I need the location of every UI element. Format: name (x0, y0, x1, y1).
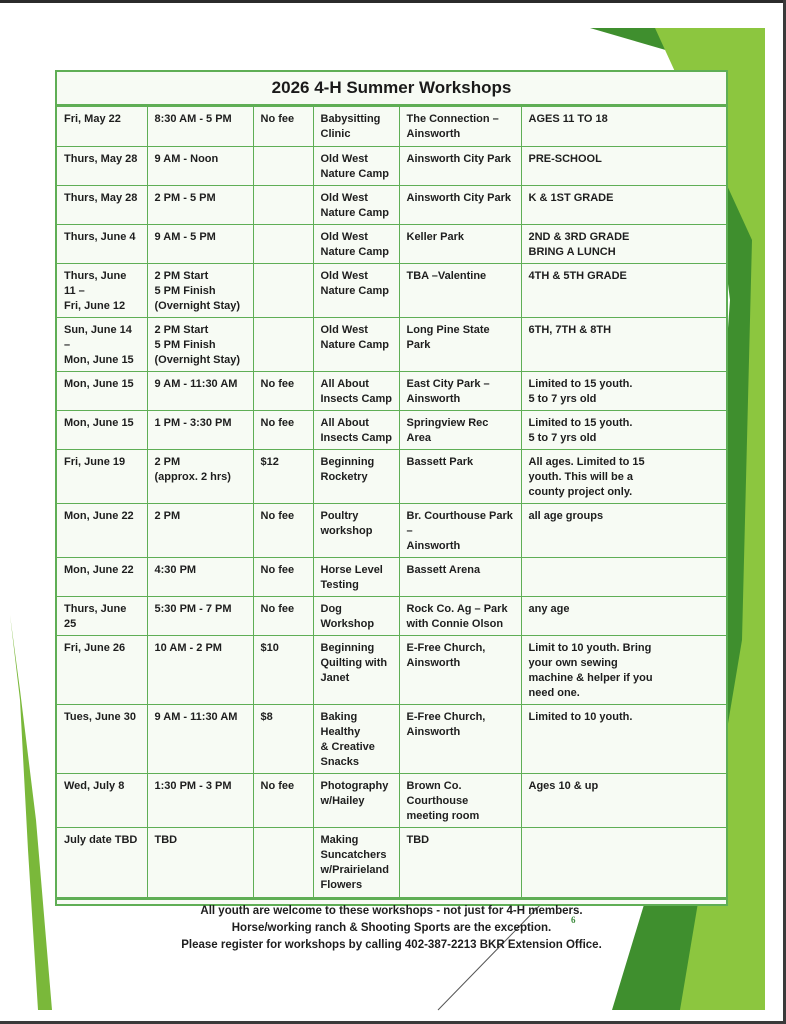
cell-workshop: Making Suncatchers w/Prairieland Flowers (313, 828, 399, 898)
cell-workshop: Baking Healthy & Creative Snacks (313, 705, 399, 774)
cell-fee (253, 828, 313, 898)
cell-fee: No fee (253, 504, 313, 558)
cell-date: Fri, May 22 (57, 107, 147, 147)
cell-location: E-Free Church, Ainsworth (399, 636, 521, 705)
cell-time: 1 PM - 3:30 PM (147, 411, 253, 450)
cell-workshop: Old West Nature Camp (313, 186, 399, 225)
cell-fee: No fee (253, 558, 313, 597)
cell-time: 9 AM - 11:30 AM (147, 372, 253, 411)
cell-notes: Limited to 15 youth. 5 to 7 yrs old (521, 411, 726, 450)
cell-notes: any age (521, 597, 726, 636)
cell-workshop: Poultry workshop (313, 504, 399, 558)
footer-line-3: Please register for workshops by calling 402-387-2213 BKR Extension Office. (181, 939, 602, 951)
cell-location: Bassett Arena (399, 558, 521, 597)
cell-location: The Connection – Ainsworth (399, 107, 521, 147)
table-row (57, 318, 726, 372)
cell-time: 2 PM (approx. 2 hrs) (147, 450, 253, 504)
cell-location: Bassett Park (399, 450, 521, 504)
cell-time: 2 PM (147, 504, 253, 558)
table-row (57, 558, 726, 597)
cell-workshop: Babysitting Clinic (313, 107, 399, 147)
table-row (57, 828, 726, 898)
cell-location: Ainsworth City Park (399, 186, 521, 225)
cell-notes: All ages. Limited to 15 youth. This will be a county project only. (521, 450, 726, 504)
footer-line-1: All youth are welcome to these workshops - not just for 4-H members. (200, 905, 583, 917)
cell-workshop: Beginning Quilting with Janet (313, 636, 399, 705)
cell-fee: No fee (253, 597, 313, 636)
footer-note (57, 898, 726, 954)
cell-notes: Ages 10 & up (521, 774, 726, 828)
cell-date: Fri, June 26 (57, 636, 147, 705)
cell-date: Thurs, May 28 (57, 147, 147, 186)
cell-date: Mon, June 22 (57, 504, 147, 558)
cell-workshop: Old West Nature Camp (313, 225, 399, 264)
cell-notes: Limit to 10 youth. Bring your own sewing machine & helper if you need one. (521, 636, 726, 705)
cell-notes: 2ND & 3RD GRADE BRING A LUNCH (521, 225, 726, 264)
cell-fee (253, 318, 313, 372)
table-row (57, 705, 726, 774)
cell-date: Thurs, June 25 (57, 597, 147, 636)
cell-workshop: All About Insects Camp (313, 411, 399, 450)
cell-notes: Limited to 15 youth. 5 to 7 yrs old (521, 372, 726, 411)
cell-location: Rock Co. Ag – Park with Connie Olson (399, 597, 521, 636)
cell-location: Br. Courthouse Park – Ainsworth (399, 504, 521, 558)
table-row (57, 636, 726, 705)
cell-fee (253, 225, 313, 264)
table-row (57, 225, 726, 264)
cell-location: East City Park – Ainsworth (399, 372, 521, 411)
cell-workshop: Photography w/Hailey (313, 774, 399, 828)
table-row (57, 411, 726, 450)
page-title: 2026 4-H Summer Workshops (57, 72, 726, 106)
cell-time: 2 PM - 5 PM (147, 186, 253, 225)
cell-date: Mon, June 15 (57, 411, 147, 450)
table-row (57, 186, 726, 225)
cell-notes: Limited to 10 youth. (521, 705, 726, 774)
cell-workshop: Old West Nature Camp (313, 318, 399, 372)
cell-fee: $8 (253, 705, 313, 774)
cell-notes: all age groups (521, 504, 726, 558)
cell-workshop: All About Insects Camp (313, 372, 399, 411)
table-row (57, 264, 726, 318)
cell-time: 9 AM - 5 PM (147, 225, 253, 264)
cell-notes: 6TH, 7TH & 8TH (521, 318, 726, 372)
cell-date: Thurs, June 11 – Fri, June 12 (57, 264, 147, 318)
cell-fee: $12 (253, 450, 313, 504)
cell-date: Mon, June 15 (57, 372, 147, 411)
table-row (57, 450, 726, 504)
cell-location: TBA –Valentine (399, 264, 521, 318)
cell-location: Long Pine State Park (399, 318, 521, 372)
workshop-rows (57, 107, 726, 898)
cell-date: Thurs, May 28 (57, 186, 147, 225)
cell-time: TBD (147, 828, 253, 898)
cell-location: Ainsworth City Park (399, 147, 521, 186)
cell-workshop: Dog Workshop (313, 597, 399, 636)
cell-date: July date TBD (57, 828, 147, 898)
cell-fee: No fee (253, 372, 313, 411)
cell-fee: No fee (253, 774, 313, 828)
cell-date: Thurs, June 4 (57, 225, 147, 264)
cell-time: 2 PM Start 5 PM Finish (Overnight Stay) (147, 318, 253, 372)
cell-fee: $10 (253, 636, 313, 705)
cell-date: Wed, July 8 (57, 774, 147, 828)
cell-location: Keller Park (399, 225, 521, 264)
table-row (57, 147, 726, 186)
cell-time: 4:30 PM (147, 558, 253, 597)
cell-notes: 4TH & 5TH GRADE (521, 264, 726, 318)
table-row (57, 107, 726, 147)
cell-fee (253, 186, 313, 225)
cell-time: 1:30 PM - 3 PM (147, 774, 253, 828)
cell-time: 9 AM - Noon (147, 147, 253, 186)
cell-time: 2 PM Start 5 PM Finish (Overnight Stay) (147, 264, 253, 318)
cell-workshop: Old West Nature Camp (313, 264, 399, 318)
cell-notes (521, 828, 726, 898)
footer-line-2: Horse/working ranch & Shooting Sports are the exception. (231, 922, 552, 934)
cell-date: Sun, June 14 – Mon, June 15 (57, 318, 147, 372)
table-row (57, 774, 726, 828)
cell-fee (253, 147, 313, 186)
cell-location: Springview Rec Area (399, 411, 521, 450)
cell-notes: K & 1ST GRADE (521, 186, 726, 225)
cell-workshop: Beginning Rocketry (313, 450, 399, 504)
table-row (57, 597, 726, 636)
green-band-left (10, 615, 52, 1010)
cell-date: Tues, June 30 (57, 705, 147, 774)
cell-notes (521, 558, 726, 597)
page-number: 6 (571, 915, 576, 925)
cell-notes: PRE-SCHOOL (521, 147, 726, 186)
cell-location: Brown Co. Courthouse meeting room (399, 774, 521, 828)
cell-location: TBD (399, 828, 521, 898)
table-row (57, 372, 726, 411)
workshop-schedule-sheet (55, 70, 728, 951)
cell-date: Mon, June 22 (57, 558, 147, 597)
cell-time: 10 AM - 2 PM (147, 636, 253, 705)
cell-time: 8:30 AM - 5 PM (147, 107, 253, 147)
cell-workshop: Old West Nature Camp (313, 147, 399, 186)
table-row (57, 504, 726, 558)
cell-fee: No fee (253, 107, 313, 147)
cell-workshop: Horse Level Testing (313, 558, 399, 597)
cell-fee (253, 264, 313, 318)
cell-time: 9 AM - 11:30 AM (147, 705, 253, 774)
cell-date: Fri, June 19 (57, 450, 147, 504)
cell-location: E-Free Church, Ainsworth (399, 705, 521, 774)
workshop-table (57, 106, 726, 898)
cell-notes: AGES 11 TO 18 (521, 107, 726, 147)
cell-time: 5:30 PM - 7 PM (147, 597, 253, 636)
cell-fee: No fee (253, 411, 313, 450)
